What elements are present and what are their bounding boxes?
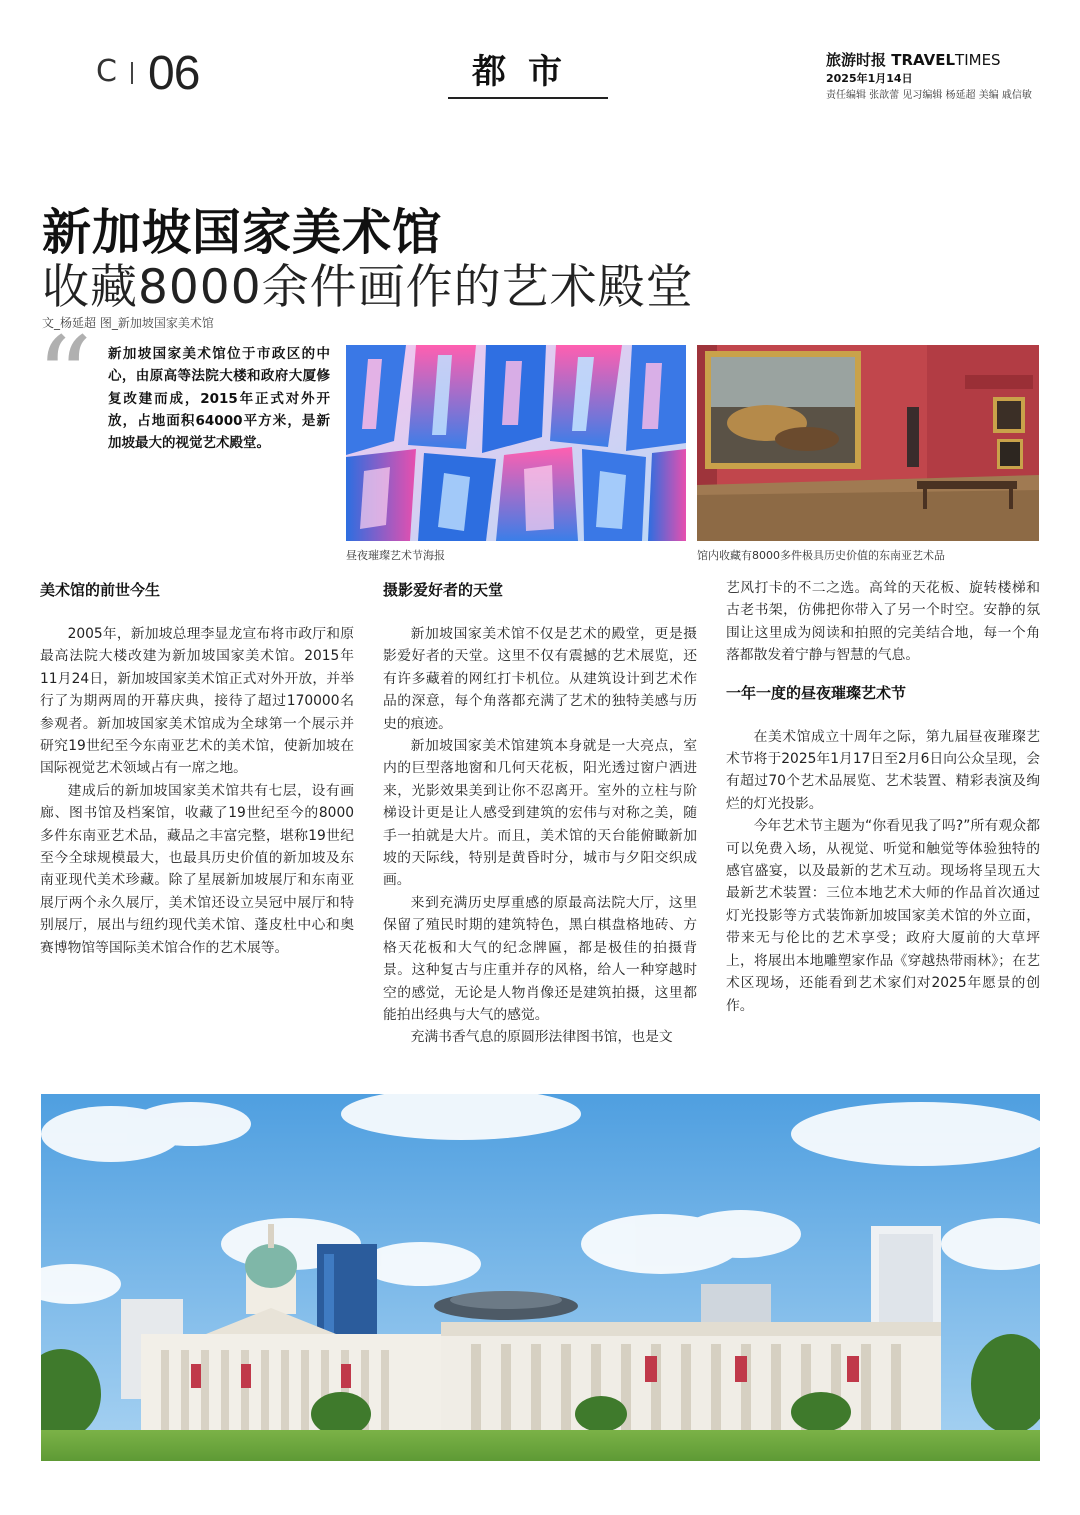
paragraph: 充满书香气息的原圆形法律图书馆，也是文 <box>410 1029 673 1046</box>
section-code: C <box>96 54 119 89</box>
paragraph-continued: 艺风打卡的不二之选。高耸的天花板、旋转楼梯和古老书架，仿佛把你带入了另一个时空。安静的氛围让这里成为阅读和拍照的完美结合地，每一个角落都散发着宁静与智慧的气息。 <box>726 580 1040 664</box>
brand-cn: 旅游时报 <box>826 51 887 69</box>
column-title: 都市 <box>472 52 584 92</box>
issue-date: 2025年1月14日 <box>826 72 913 85</box>
brand-en-light: TIMES <box>955 51 1001 69</box>
museum-skyline-scene <box>41 1094 1040 1461</box>
paragraph: 在美术馆成立十周年之际，第九届昼夜璀璨艺术节将于2025年1月17日至2月6日向公众呈现，会有超过70个艺术品展览、艺术装置、精彩表演及绚烂的灯光投影。 <box>726 728 1040 812</box>
section-heading-history: 美术馆的前世今生 <box>40 581 161 599</box>
brand-masthead <box>826 49 1001 70</box>
article-column-1 <box>40 579 354 959</box>
paragraph: 建成后的新加坡国家美术馆共有七层，设有画廊、图书馆及档案馆，收藏了19世纪至今的8000多件东南亚艺术品，藏品之丰富完整，堪称19世纪至今全球规模最大，也最具历史价值的新加坡及东南亚现代美术珍藏。除了星展新加坡展厅和东南亚展厅两个永久展厅，美术馆还设立吴冠中展厅和特别展厅，展出与纽约现代美术馆、蓬皮杜中心和奥赛博物馆等国际美术馆合作的艺术展等。 <box>40 782 354 956</box>
paragraph: 新加坡国家美术馆建筑本身就是一大亮点，室内的巨型落地窗和几何天花板，阳光透过窗户洒进来，光影效果美到让你不忍离开。室外的立柱与阶梯设计更是让人感受到建筑的宏伟与对称之美，随手一拍就是大片。而且，美术馆的天台能俯瞰新加坡的天际线，特别是黄昏时分，城市与夕阳交织成画。 <box>383 738 697 889</box>
gallery-interior-photo <box>697 345 1039 541</box>
column-title-rule <box>448 97 608 99</box>
museum-exterior-photo <box>41 1094 1040 1461</box>
quote-mark-icon: “ <box>36 313 93 441</box>
gallery-scene <box>697 345 1039 541</box>
paragraph: 2005年，新加坡总理李显龙宣布将市政厅和原最高法院大楼改建为新加坡国家美术馆。2015年11月24日，新加坡国家美术馆正式对外开放，并举行了为期两周的开幕庆典，接待了超过170000名参观者。新加坡国家美术馆成为全球第一个展示并研究19世纪至今东南亚艺术的美术馆，使新加坡在国际视觉艺术领域占有一席之地。 <box>40 626 354 777</box>
article-column-2 <box>383 579 697 1049</box>
poster-artwork <box>346 345 686 541</box>
lede-paragraph: 新加坡国家美术馆位于市政区的中心，由原高等法院大楼和政府大厦修复改建而成，2015年正式对外开放，占地面积64000平方米，是新加坡最大的视觉艺术殿堂。 <box>108 346 330 452</box>
section-divider <box>131 62 133 84</box>
headline-main: 新加坡国家美术馆 <box>42 203 443 261</box>
paragraph: 今年艺术节主题为“你看见我了吗?”所有观众都可以免费入场，从视觉、听觉和触觉等体验独特的感官盛宴，以及最新的艺术互动。现场将呈现五大最新艺术装置：三位本地艺术大师的作品首次通过灯光投影等方式装饰新加坡国家美术馆的外立面，带来无与伦比的艺术享受；政府大厦前的大草坪上，将展出本地雕塑家作品《穿越热带雨林》；在艺术区现场，还能看到艺术家们对2025年愿景的创作。 <box>726 818 1040 1014</box>
headline-sub: 收藏8000余件画作的艺术殿堂 <box>42 260 694 315</box>
paragraph: 来到充满历史厚重感的原最高法院大厅，这里保留了殖民时期的建筑特色，黑白棋盘格地砖、方格天花板和大气的纪念牌匾，都是极佳的拍摄背景。这种复古与庄重并存的风格，给人一种穿越时空的感觉，无论是人物肖像还是建筑拍摄，这里都能拍出经典与大气的感觉。 <box>383 894 697 1023</box>
gallery-caption: 馆内收藏有8000多件极具历史价值的东南亚艺术品 <box>697 549 945 562</box>
brand-en-bold: TRAVEL <box>891 51 956 69</box>
paragraph: 新加坡国家美术馆不仅是艺术的殿堂，更是摄影爱好者的天堂。这里不仅有震撼的艺术展览，还有许多藏着的网红打卡机位。从建筑设计到艺术作品的深意，每个角落都充满了艺术的独特美感与历史的痕迹。 <box>383 626 697 732</box>
section-heading-festival: 一年一度的昼夜璀璨艺术节 <box>726 683 907 702</box>
page-number: 06 <box>148 47 200 100</box>
editor-credits: 责任编辑 张歆蕾 见习编辑 杨延超 美编 戚信敏 <box>826 90 1032 101</box>
section-heading-photography: 摄影爱好者的天堂 <box>383 581 504 599</box>
festival-poster-photo <box>346 345 686 541</box>
poster-caption: 昼夜璀璨艺术节海报 <box>346 549 445 562</box>
article-column-3 <box>726 577 1040 1017</box>
byline: 文_杨延超 图_新加坡国家美术馆 <box>42 316 214 330</box>
